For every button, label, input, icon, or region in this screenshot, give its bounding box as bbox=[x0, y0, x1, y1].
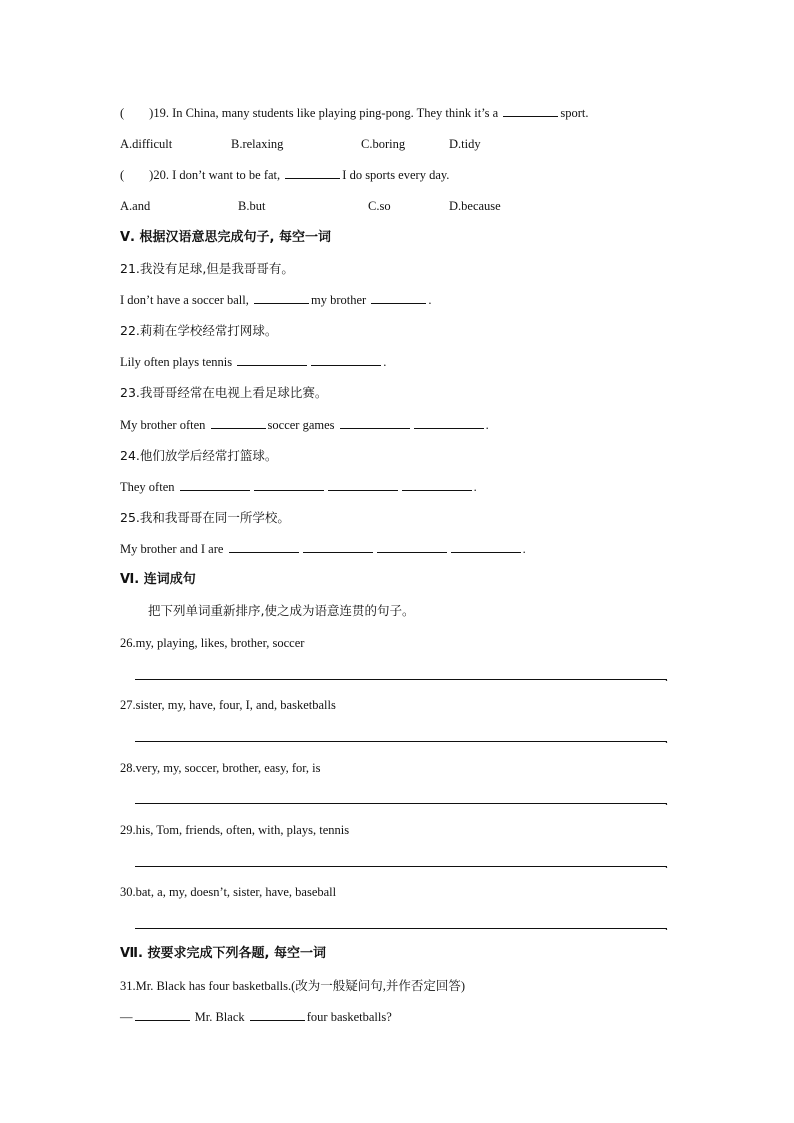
section-6-heading: Ⅵ. 连词成句 bbox=[120, 572, 196, 587]
answer-blank[interactable] bbox=[254, 479, 324, 491]
answer-parenthesis: ( ) bbox=[120, 106, 154, 120]
answer-blank[interactable] bbox=[211, 417, 266, 429]
option-a: A.and bbox=[120, 199, 151, 213]
option-c: C.boring bbox=[361, 137, 406, 151]
option-a: A.difficult bbox=[120, 137, 173, 151]
answer-blank[interactable] bbox=[135, 1009, 190, 1021]
answer-blank[interactable] bbox=[237, 354, 307, 366]
question-31: 31.Mr. Black has four basketballs.(改为一般疑问句,并作否定回答) bbox=[120, 979, 466, 993]
option-c: C.so bbox=[368, 199, 391, 213]
section-5-heading: Ⅴ. 根据汉语意思完成句子, 每空一词 bbox=[120, 230, 331, 245]
option-d: D.because bbox=[449, 199, 501, 213]
question-22-chinese: 22.莉莉在学校经常打网球。 bbox=[120, 323, 278, 338]
line-end-period: . bbox=[665, 919, 668, 933]
question-23-english: My brother often soccer games . bbox=[120, 418, 489, 432]
question-22-english: Lily often plays tennis . bbox=[120, 355, 387, 369]
answer-line[interactable] bbox=[135, 679, 667, 680]
option-d: D.tidy bbox=[449, 137, 481, 151]
answer-blank[interactable] bbox=[402, 479, 472, 491]
answer-blank[interactable] bbox=[285, 167, 340, 179]
question-19 bbox=[120, 105, 588, 121]
question-29: 29.his, Tom, friends, often, with, plays, tennis bbox=[120, 823, 350, 837]
answer-blank[interactable] bbox=[250, 1009, 305, 1021]
answer-blank[interactable] bbox=[328, 479, 398, 491]
question-24-chinese: 24.他们放学后经常打篮球。 bbox=[120, 448, 278, 463]
answer-blank[interactable] bbox=[414, 417, 484, 429]
question-23-chinese: 23.我哥哥经常在电视上看足球比赛。 bbox=[120, 385, 328, 400]
question-28: 28.very, my, soccer, brother, easy, for, is bbox=[120, 761, 321, 775]
answer-blank[interactable] bbox=[254, 292, 309, 304]
answer-line[interactable] bbox=[135, 741, 667, 742]
question-19-text-end: sport. bbox=[560, 106, 589, 120]
option-b: B.but bbox=[238, 199, 266, 213]
question-19-text: 19. In China, many students like playing ping-pong. They think it’s a bbox=[153, 106, 502, 120]
question-20-text-end: I do sports every day. bbox=[342, 168, 450, 182]
answer-parenthesis: ( ) bbox=[120, 168, 154, 182]
answer-blank[interactable] bbox=[377, 541, 447, 553]
question-21-chinese: 21.我没有足球,但是我哥哥有。 bbox=[120, 261, 294, 276]
answer-line[interactable] bbox=[135, 803, 667, 804]
question-25-english: My brother and I are . bbox=[120, 542, 526, 556]
answer-line[interactable] bbox=[135, 866, 667, 867]
question-21-english: I don’t have a soccer ball, my brother . bbox=[120, 293, 432, 307]
line-end-period: . bbox=[665, 732, 668, 746]
answer-blank[interactable] bbox=[229, 541, 299, 553]
question-20 bbox=[120, 167, 449, 183]
answer-blank[interactable] bbox=[451, 541, 521, 553]
question-31-answer: — Mr. Black four basketballs? bbox=[120, 1010, 392, 1024]
option-b: B.relaxing bbox=[231, 137, 284, 151]
answer-blank[interactable] bbox=[371, 292, 426, 304]
answer-blank[interactable] bbox=[503, 105, 558, 117]
question-25-chinese: 25.我和我哥哥在同一所学校。 bbox=[120, 510, 290, 525]
answer-blank[interactable] bbox=[303, 541, 373, 553]
question-20-text: 20. I don’t want to be fat, bbox=[153, 168, 284, 182]
line-end-period: . bbox=[665, 857, 668, 871]
question-30: 30.bat, a, my, doesn’t, sister, have, baseball bbox=[120, 885, 337, 899]
answer-blank[interactable] bbox=[340, 417, 410, 429]
answer-blank[interactable] bbox=[311, 354, 381, 366]
question-26: 26.my, playing, likes, brother, soccer bbox=[120, 636, 305, 650]
section-7-heading: Ⅶ. 按要求完成下列各题, 每空一词 bbox=[120, 946, 326, 961]
line-end-period: . bbox=[665, 794, 668, 808]
line-end-period: . bbox=[665, 670, 668, 684]
section-6-instruction: 把下列单词重新排序,使之成为语意连贯的句子。 bbox=[148, 603, 415, 618]
answer-line[interactable] bbox=[135, 928, 667, 929]
question-24-english: They often . bbox=[120, 480, 477, 494]
question-27: 27.sister, my, have, four, I, and, basketballs bbox=[120, 698, 336, 712]
answer-blank[interactable] bbox=[180, 479, 250, 491]
